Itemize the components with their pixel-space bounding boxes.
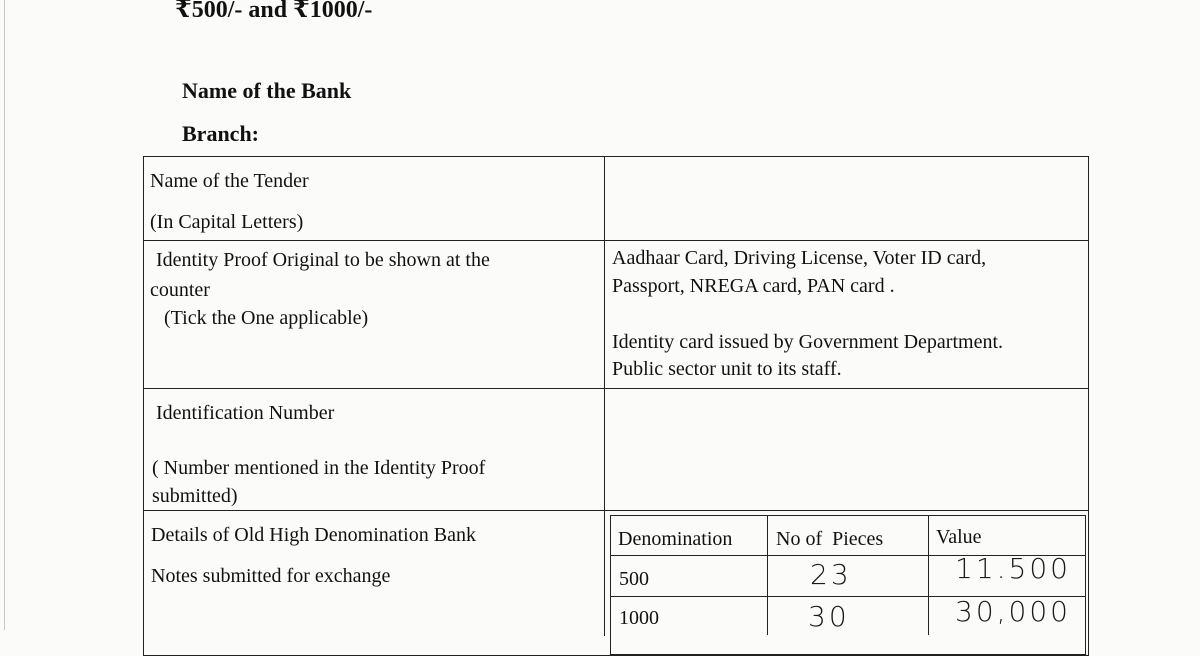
tender-name-field[interactable]: [606, 158, 1086, 238]
id-number-label: Identification Number: [156, 402, 335, 424]
tender-name-hint: (In Capital Letters): [150, 211, 304, 233]
id-proof-label: Identity Proof Original to be shown at the: [156, 249, 490, 271]
pieces-cell[interactable]: 23: [810, 558, 852, 591]
value-header: Value: [936, 526, 982, 548]
denomination-cell: 500: [619, 568, 649, 590]
pieces-header: No of Pieces: [776, 528, 884, 550]
denomination-header: Denomination: [618, 528, 733, 550]
id-number-note-cont: submitted): [152, 485, 238, 507]
id-number-note: ( Number mentioned in the Identity Proof: [152, 457, 486, 479]
id-proof-label-cont: counter: [150, 279, 210, 301]
bank-name-label: Name of the Bank: [182, 78, 352, 103]
value-cell[interactable]: 11.500: [955, 552, 1071, 585]
id-options-line-4[interactable]: Public sector unit to its staff.: [612, 358, 842, 380]
notes-details-label: Details of Old High Denomination Bank: [151, 524, 476, 546]
form-row-divider: [143, 388, 1089, 389]
id-options-line-3[interactable]: Identity card issued by Government Department.: [612, 331, 1003, 353]
id-proof-hint: (Tick the One applicable): [164, 307, 369, 329]
notes-details-label-cont: Notes submitted for exchange: [151, 565, 391, 587]
page-edge-line: [4, 0, 5, 630]
tender-name-label: Name of the Tender: [150, 170, 309, 192]
id-options-line-1[interactable]: Aadhaar Card, Driving License, Voter ID card,: [612, 247, 987, 269]
notes-table-col-divider: [928, 515, 929, 635]
denomination-heading: ₹500/- and ₹1000/-: [175, 0, 373, 23]
form-column-divider: [604, 156, 605, 636]
pieces-cell[interactable]: 30: [808, 600, 850, 633]
form-row-divider: [143, 240, 1089, 241]
branch-label: Branch:: [182, 121, 259, 146]
form-row-divider: [143, 510, 1089, 511]
id-options-line-2[interactable]: Passport, NREGA card, PAN card .: [612, 275, 895, 297]
id-number-field[interactable]: [606, 390, 1086, 508]
notes-table-col-divider: [767, 515, 768, 635]
value-cell[interactable]: 30,000: [955, 595, 1071, 628]
denomination-cell: 1000: [619, 607, 659, 629]
